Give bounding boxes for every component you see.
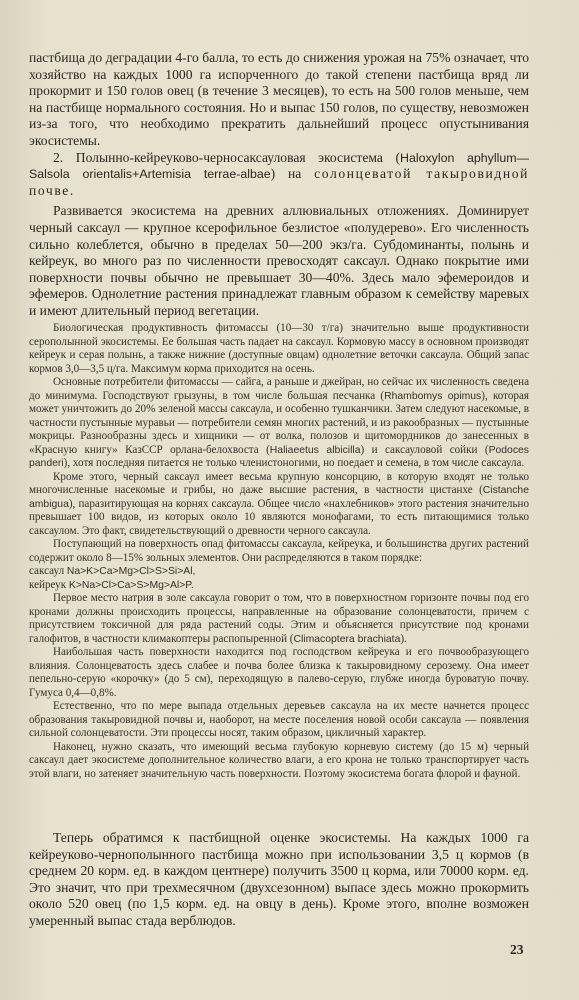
small-paragraph-ash: Поступающий на поверхность опад фитомассы саксаула, кейреука, и большинства других растений содержит около 8—15% зольных элементов. Они распределяются в таком порядке:: [29, 538, 529, 564]
small-paragraph-consumers: Основные потребители фитомассы — сайга, а раньше и джейран, но сейчас их численность сведена до минимума. Господствуют грызуны, в том числе большая песчанка (Rhambomys opimus), которая может уничтожить до 20% зеленой массы саксаула, и особенно тушканчики. Затем следуют насекомые, в частности пустынные муравьи — потребители семян многих растений, и из ракообразных — пустынные мокрицы. Разнообразны здесь и хищники — от волка, полозов и щитомордников до занесенных в «Красную книгу» КазССР орлана-белохвоста (Haliaeetus albicilla) и саксауловой сойки (Podoces panderi), хотя последняя питается не только членистоногими, но поедает и семена, в том числе саксаула.: [29, 376, 529, 469]
latin-species-names: Haloxylon aphyllum—Salsola orientalis+Artemisia terrae-albae: [29, 150, 529, 182]
small-paragraph-consortium: Кроме этого, черный саксаул имеет весьма крупную консорцию, в которую входят не только многочисленные насекомые и грибы, но даже высшие растения, в частности цистанхе (Cistanche ambigua), паразитирующая на корнях саксаула. Общее число «нахлебников» этого растения значительно превышает 100 видов, из которых около 10 являются монофагами, то есть питающимися только саксаулом. Это факт, свидетельствующий о древности черного саксаула.: [29, 470, 529, 537]
main-text-top: [29, 50, 529, 320]
small-paragraph-productivity: Биологическая продуктивность фитомассы (10—30 т/га) значительно выше продуктивности серополынной экосистемы. Ее большая часть падает на саксаул. Кормовую массу в основном производят кейреук и серая полынь, а также нижние (доступные овцам) однолетние веточки саксаула. Общий запас кормов 3,0—3,5 ц/га. Максимум корма приходится на осень.: [29, 322, 529, 375]
page-number: 23: [510, 942, 524, 957]
formula-keireuk: кейреук K>Na>Cl>Ca>S>Mg>Al>P.: [29, 578, 194, 591]
formula-saxaul: саксаул Na>K>Ca>Mg>Cl>S>Si>Al,: [29, 565, 196, 577]
soil-type-spaced: солонцеватой такыровидной почве.: [29, 166, 529, 198]
small-paragraph-cyclic-process: Естественно, что по мере выпада отдельных деревьев саксаула на их месте начнется процесс образования такыровидной почвы и, наоборот, на месте поселения новой особи саксаула — появления сильной солонцеватости. Эти процессы носят, таким образом, цикличный характер.: [29, 700, 529, 739]
small-paragraph-soil-surface: Наибольшая часть поверхности находится под господством кейреука и его почвообразующего влияния. Солонцеватость здесь слабее и почва более близка к такыровидному сероземy. Она имеет пепельно-серую «корочку» (до 5 см), переходящую в палево-серую, глубже иногда буроватую почву. Гумуса 0,4—0,8%.: [29, 646, 529, 699]
small-print-block: [29, 322, 529, 781]
paragraph-grazing-degradation: пастбища до деградации 4-го балла, то есть до снижения урожая на 75% означает, что хозяйство на каждых 1000 га испорченного до такой степени пастбища вряд ли прокормит и 150 голов овец (в течение 3 месяцев), то есть на 500 голов меньше, чем на пастбище нормального состояния. Но и выпас 150 голов, по существу, невозможен из-за того, что необходимо прекратить дальнейший процесс опустынивания экосистемы.: [29, 50, 529, 148]
small-paragraph-sodium: Первое место натрия в золе саксаула говорит о том, что в поверхностном горизонте почвы под его кронами должны происходить процессы, направленные на образование солонцеватости, причем с присутствием токсичной для ряда растений соды. Этим и объясняется присутствие под кронами галофитов, в частности климакоптеры распопыренной (Climacoptera brachiata).: [29, 592, 529, 645]
paragraph-ecosystem-heading: 2. Полынно-кейреуково-черносаксауловая экосистема (Haloxylon aphyllum—Salsola orientalis+Artemisia terrae-albae) на солонцеватой такыровидной почве.: [29, 149, 529, 198]
small-paragraph-root-system: Наконец, нужно сказать, что имеющий весьма глубокую корневую систему (до 15 м) черный саксаул дает экосистеме дополнительное количество влаги, а его крона не только транспортирует часть этой влаги, но затеняет значительную часть поверхности. Поэтому экосистема богата флорой и фауной.: [29, 740, 529, 780]
paragraph-ecosystem-description: Развивается экосистема на древних аллювиальных отложениях. Доминирует черный саксаул — крупное ксерофильное безлистое «полудерево». Его численность сильно колеблется, обычно в пределах 50—200 экз/га. Субдоминанты, полынь и кейреук, во много раз по численности превосходят саксаул. Однако покрытие ими поверхности почвы обычно не превышает 30—40%. Здесь мало эфемероидов и эфемеров. Однолетние растения принадлежат главным образом к семейству маревых и имеют длительный период вегетации.: [29, 203, 529, 318]
paragraph-pasture-assessment: Теперь обратимся к пастбищной оценке экосистемы. На каждых 1000 га кейреуково-чернополынного пастбища можно при использовании 3,5 ц кормов (в среднем 20 корм. ед. в каждом центнере) получить 3500 ц корма, или 70000 корм. ед. Это значит, что при трехмесячном (двухсезонном) выпасе здесь можно прокормить около 520 овец (по 1,5 корм. ед. на овцу в день). Кроме этого, вполне возможен умеренный выпас стада верблюдов.: [29, 830, 529, 928]
main-text-bottom: [29, 830, 529, 930]
